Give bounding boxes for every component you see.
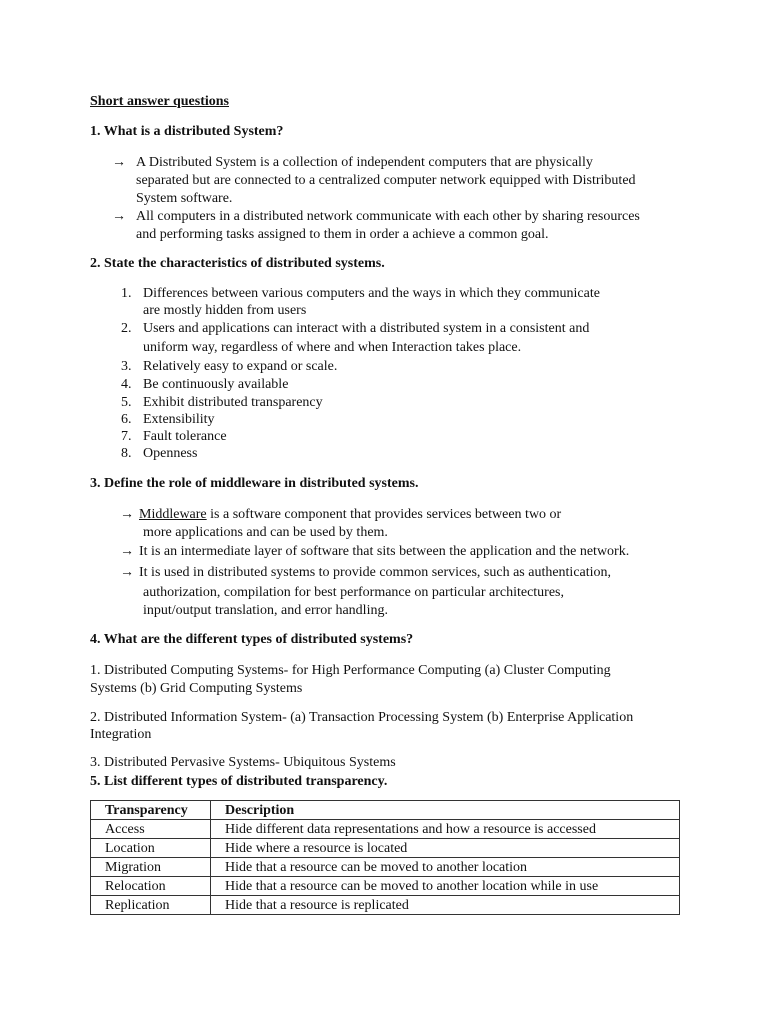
q3-bullet3-line2: authorization, compilation for best performance on particular architectures, [143, 585, 564, 600]
column-header: Description [211, 801, 680, 820]
q2-item2-line1: Users and applications can interact with a distributed system in a consistent and [143, 321, 590, 336]
q3-bullet1-line1 [139, 507, 561, 523]
q1-bullet2-line2: and performing tasks assigned to them in order a achieve a common goal. [136, 227, 549, 242]
list-number: 3. [121, 359, 132, 374]
table-row [91, 877, 680, 896]
list-number: 5. [121, 395, 132, 410]
arrow-icon: → [112, 209, 126, 224]
table-cell: Hide different data representations and how a resource is accessed [211, 820, 680, 839]
q2-item6: Extensibility [143, 412, 215, 427]
q5-title: 5. List different types of distributed transparency. [90, 774, 388, 789]
q2-item1-line1: Differences between various computers and the ways in which they communicate [143, 286, 600, 301]
table-cell: Hide that a resource can be moved to another location while in use [211, 877, 680, 896]
q1-bullet1-line3: System software. [136, 191, 233, 206]
q4-p3: 3. Distributed Pervasive Systems- Ubiquitous Systems [90, 755, 396, 770]
q4-p1-line1: 1. Distributed Computing Systems- for High Performance Computing (a) Cluster Computing [90, 663, 611, 678]
q3-bullet3-line3: input/output translation, and error handling. [143, 603, 388, 618]
q3-bullet1-rest: is a software component that provides services between two or [206, 507, 562, 522]
table-row [91, 858, 680, 877]
q1-bullet1-line2: separated but are connected to a centralized computer network equipped with Distributed [136, 173, 636, 188]
table-cell: Access [91, 820, 211, 839]
transparency-table [90, 800, 680, 915]
q1-bullet1-line1: A Distributed System is a collection of independent computers that are physically [136, 155, 593, 170]
table-row [91, 820, 680, 839]
q3-bullet2: It is an intermediate layer of software that sits between the application and the network. [139, 544, 630, 559]
table-cell: Relocation [91, 877, 211, 896]
q4-title: 4. What are the different types of distributed systems? [90, 632, 414, 647]
q2-item5: Exhibit distributed transparency [143, 395, 323, 410]
middleware-term: Middleware [139, 507, 207, 522]
q2-title: 2. State the characteristics of distributed systems. [90, 256, 385, 271]
table-cell: Hide that a resource can be moved to another location [211, 858, 680, 877]
q2-item2-line2: uniform way, regardless of where and when Interaction takes place. [143, 340, 522, 355]
q3-title: 3. Define the role of middleware in distributed systems. [90, 476, 419, 491]
q3-bullet3-line1: It is used in distributed systems to provide common services, such as authentication, [139, 565, 612, 580]
table-cell: Migration [91, 858, 211, 877]
table-header-row [91, 801, 680, 820]
table-cell: Hide where a resource is located [211, 839, 680, 858]
q2-item8: Openness [143, 446, 198, 461]
q4-p2-line2: Integration [90, 727, 152, 742]
list-number: 4. [121, 377, 132, 392]
arrow-icon: → [120, 565, 134, 580]
q2-item3: Relatively easy to expand or scale. [143, 359, 338, 374]
table-cell: Location [91, 839, 211, 858]
q4-p2-line1: 2. Distributed Information System- (a) Transaction Processing System (b) Enterprise Application [90, 710, 634, 725]
q2-item7: Fault tolerance [143, 429, 227, 444]
arrow-icon: → [120, 544, 134, 559]
q1-bullet2-line1: All computers in a distributed network communicate with each other by sharing resources [136, 209, 640, 224]
q2-item1-line2: are mostly hidden from users [143, 303, 307, 318]
q4-p1-line2: Systems (b) Grid Computing Systems [90, 681, 303, 696]
list-number: 7. [121, 429, 132, 444]
list-number: 2. [121, 321, 132, 336]
page-heading: Short answer questions [90, 94, 229, 109]
list-number: 1. [121, 286, 132, 301]
arrow-icon: → [120, 507, 134, 522]
table-cell: Replication [91, 896, 211, 915]
arrow-icon: → [112, 155, 126, 170]
q2-item4: Be continuously available [143, 377, 289, 392]
table-cell: Hide that a resource is replicated [211, 896, 680, 915]
table-row [91, 896, 680, 915]
q3-bullet1-line2: more applications and can be used by them. [143, 525, 388, 540]
list-number: 8. [121, 446, 132, 461]
table-row [91, 839, 680, 858]
list-number: 6. [121, 412, 132, 427]
q1-title: 1. What is a distributed System? [90, 124, 284, 139]
column-header: Transparency [91, 801, 211, 820]
